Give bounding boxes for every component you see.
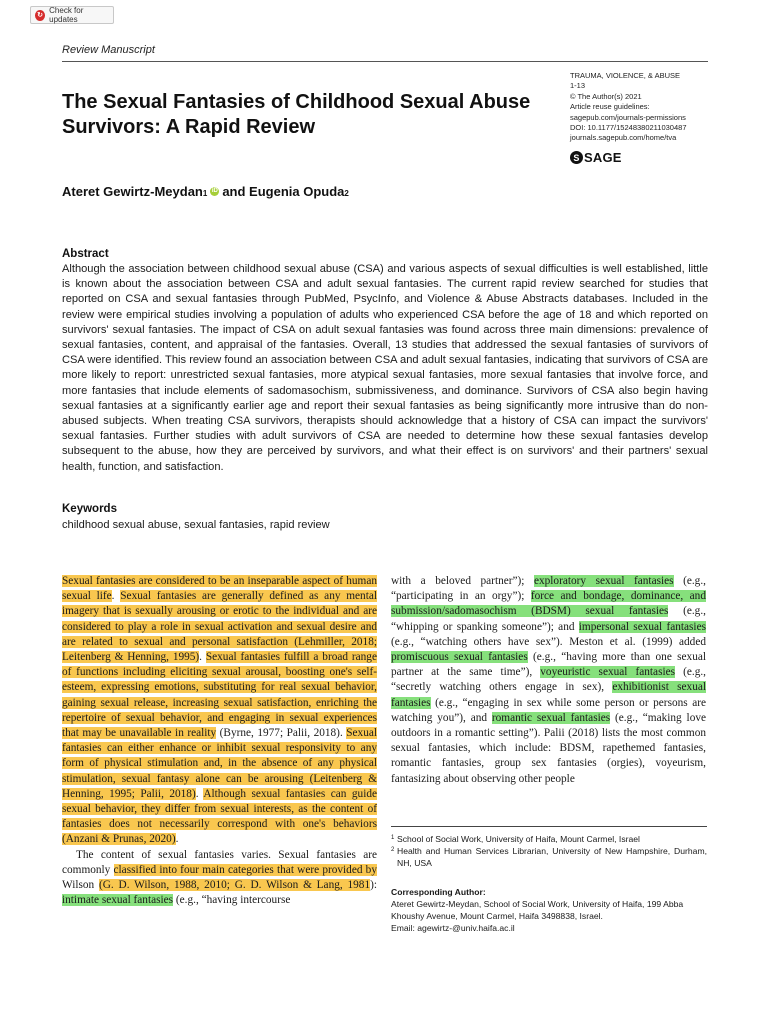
reuse-label: Article reuse guidelines: [570, 102, 650, 112]
body-text: . [195, 787, 204, 800]
body-text: The content of sexual fantasies varies. Sexual fantasies are commonly [62, 848, 377, 876]
check-for-updates-button[interactable] [30, 6, 114, 24]
corresponding-address: Ateret Gewirtz-Meydan, School of Social Work, University of Haifa, 199 Abba Khoushy Avenue, Mount Carmel, Haifa 3498838, Israel. [391, 899, 684, 921]
corresponding-email[interactable]: Email: agewirtz-@univ.haifa.ac.il [391, 923, 515, 933]
affiliation-footnotes [391, 833, 707, 869]
body-text: ): [370, 879, 377, 892]
author-name-2[interactable]: and Eugenia Opuda [222, 184, 345, 199]
body-text: (e.g., “watching others have sex”). Meston et al. (1999) added [391, 635, 706, 648]
reuse-link[interactable]: sagepub.com/journals-permissions [570, 112, 686, 122]
highlighted-term: impersonal sexual fantasies [578, 620, 706, 633]
footnote-marker: 2 [391, 847, 395, 853]
page-range: 1-13 [570, 81, 586, 91]
journal-link[interactable]: journals.sagepub.com/home/tva [570, 133, 677, 143]
body-text: . [111, 590, 121, 603]
body-paragraph [391, 574, 706, 787]
body-text: (e.g., “making love outdoors in a romantic setting”). Palii (2018) lists the most common sexual fantasies, which include: BDSM, rapethemed fantasies, romantic fantasies, group sex fantasies (orgies), voyeurism, fantasizing about observing other people [391, 711, 706, 785]
highlighted-term: intimate sexual fantasies [62, 894, 174, 907]
body-text: . [199, 651, 206, 664]
highlighted-text: Sexual fantasies are generally defined as any mental imagery that is sexually arousing or erotic to the individual and are considered to play a role in sexual activation and sexual desire and are related to sexual and personal satisfaction (Lehmiller, 2018; Leitenberg & Henning, 1995) [62, 590, 377, 664]
highlighted-term: romantic sexual fantasies [491, 711, 611, 724]
highlighted-term: exploratory sexual fantasies [533, 575, 674, 587]
corresponding-author [391, 886, 707, 934]
footnote-marker: 1 [391, 835, 395, 841]
check-for-updates-label: Check for updates [49, 6, 84, 24]
publication-info [570, 71, 720, 144]
highlighted-text: (G. D. Wilson, 1988, 2010; G. D. Wilson & Lang, 1981 [99, 879, 371, 892]
author-affiliation-2: 2 [344, 189, 349, 198]
header-divider [62, 61, 708, 62]
sage-s-icon: S [570, 151, 583, 164]
highlighted-text: Sexual fantasies are considered to be an inseparable aspect of human sexual life [62, 575, 377, 603]
body-text: (e.g., “participating in an orgy”); [391, 575, 706, 603]
author-list [62, 184, 349, 199]
article-title: The Sexual Fantasies of Childhood Sexual Abuse Survivors: A Rapid Review [62, 91, 531, 138]
author-affiliation-1: 1 [202, 189, 208, 198]
footnote [391, 845, 707, 869]
highlighted-term: voyeuristic sexual fantasies [540, 666, 676, 679]
doi[interactable]: DOI: 10.1177/15248380211030487 [570, 123, 687, 133]
corresponding-heading: Corresponding Author: [391, 887, 486, 897]
highlighted-term: promiscuous sexual fantasies [391, 651, 528, 664]
footnote-text: School of Social Work, University of Haifa, Mount Carmel, Israel [397, 834, 640, 844]
highlighted-term: exhibitionist sexual fantasies [391, 681, 706, 709]
body-text: (e.g., “having intercourse [173, 894, 291, 907]
body-text: Wilson [62, 879, 99, 892]
body-paragraph [62, 574, 377, 848]
publisher-name: SAGE [584, 150, 622, 165]
body-text: (e.g., “secretly watching others engage in sex), [391, 666, 706, 694]
abstract-text: Although the association between childhood sexual abuse (CSA) and various aspects of sexual difficulties is well established, little is known about the association between CSA and adult sexual fantasies. The current rapid review searched for studies that reported on CSA and sexual fantasies through PubMed, PsycInfo, and Violence & Abuse Abstracts databases. Included in the review were empirical studies involving a population of adults who experienced CSA before the age of 18 and which reported on survivors' sexual fantasies. The impact of CSA on adult sexual fantasies was found across three main dimensions: prevalence of sexual fantasies, content, and appraisal of the fantasies. Overall, 13 studies that addressed the sexual fantasies of survivors of CSA were identified. This review found an association between CSA and adult sexual fantasies, indicating that survivors of CSA are more likely to report: unrestricted sexual fantasies, more atypical sexual fantasies, more sexual fantasies that involve force, and more fantasies that include elements of sadomasochism, submissiveness, and dominance. Survivors of CSA also begin having sexual fantasies at a significantly earlier age and report their sexual fantasies as being significantly more intrusive than do non-abused subjects. When treating CSA survivors, therapists should acknowledge that a history of CSA can impact the survivors' sexual fantasies. Further studies with adult survivors of CSA are needed to determine how these sexual fantasies develop subsequent to the abuse, how they are perceived by survivors, and what their effect is on survivors' and their partners' sexual health, function, and satisfaction. [62, 263, 708, 473]
body-text: (e.g., “engaging in sex while some person or persons are watching you”), and [391, 696, 706, 724]
orcid-icon[interactable]: iD [211, 188, 218, 194]
author-name-1[interactable]: Ateret Gewirtz-Meydan [62, 184, 203, 199]
abstract-heading: Abstract [62, 248, 109, 260]
highlighted-text: classified into four main categories that were provided by [113, 863, 377, 876]
body-text: (e.g., “having more than one sexual partner at the same time”), [391, 651, 706, 679]
footnote [391, 833, 707, 845]
body-column-left [62, 574, 377, 908]
body-text: (e.g., “whipping or spanking someone”); and [391, 605, 706, 633]
refresh-icon: ↻ [35, 10, 45, 21]
article-type: Review Manuscript [62, 44, 155, 56]
keywords-list: childhood sexual abuse, sexual fantasies, rapid review [62, 519, 330, 531]
sage-logo [570, 150, 622, 165]
body-column-right [391, 574, 706, 819]
footnote-divider [391, 826, 707, 827]
copyright: © The Author(s) 2021 [570, 91, 642, 101]
body-text: (Byrne, 1977; Palii, 2018). [216, 727, 347, 740]
body-text: . [175, 833, 179, 846]
keywords-heading: Keywords [62, 503, 117, 515]
footnote-text: Health and Human Services Librarian, University of New Hampshire, Durham, NH, USA [397, 846, 707, 868]
body-text: with a beloved partner”); [391, 575, 534, 587]
highlighted-text: Sexual fantasies fulfill a broad range of functions including eliciting sexual arousal, boosting one's self-esteem, expressing emotions, substituting for real sexual behavior, gaining sexual release, increasing sexual satisfaction, enriching the repertoire of sexual behavior, and engaging in sexual experiences that may be unavailable in reality [62, 651, 377, 740]
highlighted-text: Sexual fantasies can either enhance or inhibit sexual responsivity to any form of physical stimulation and, in the absence of any physical stimulation, sexual fantasy alone can be arousing (Leitenberg & Henning, 1995; Palii, 2018) [62, 727, 377, 800]
highlighted-text: Although sexual fantasies can guide sexual behavior, they differ from sexual interests, as the content of fantasies does not necessarily correspond with one's behaviors (Anzani & Prunas, 2020) [62, 787, 377, 846]
body-paragraph [62, 848, 377, 909]
highlighted-term: force and bondage, dominance, and submission/sadomasochism (BDSM) sexual fantasies [391, 590, 706, 618]
journal-name: TRAUMA, VIOLENCE, & ABUSE [570, 71, 681, 80]
